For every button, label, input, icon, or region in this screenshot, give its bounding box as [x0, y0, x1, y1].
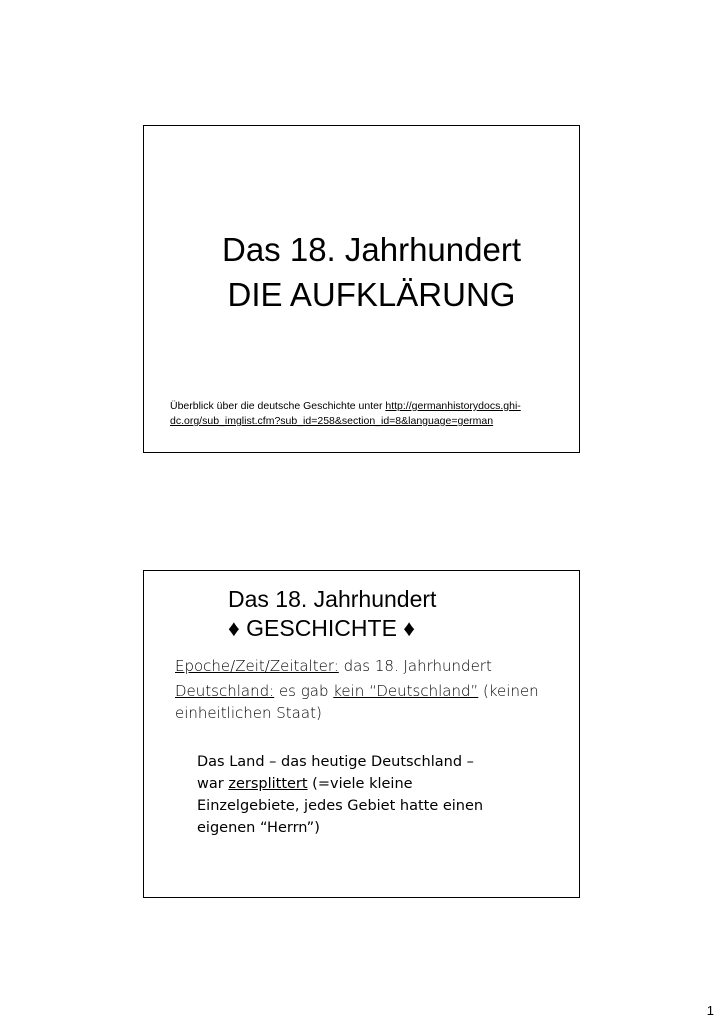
paragraph-line-2-post: (=viele kleine: [307, 776, 413, 792]
slide-1-title-line-2: DIE AUFKLÄRUNG: [227, 276, 516, 313]
deutschland-line-2: einheitlichen Staat): [175, 704, 322, 722]
overview-note: [170, 399, 570, 429]
overview-link-part-2: dc.org/sub_imglist.cfm?sub_id=258&section_id=8&language=german: [170, 415, 494, 427]
deutschland-line: [175, 682, 539, 700]
epoche-value: das 18. Jahrhundert: [338, 657, 492, 675]
slide-1-title-line-1: Das 18. Jahrhundert: [221, 231, 521, 268]
slide-2-title-line-1: Das 18. Jahrhundert: [228, 586, 437, 612]
slide-2-title-line-2: ♦ GESCHICHTE ♦: [228, 615, 416, 641]
zersplittert-word: zersplittert: [228, 776, 308, 792]
slide-2: [143, 570, 580, 898]
paragraph-line-2-pre: war: [197, 776, 229, 792]
deutschland-text-1: es gab: [274, 682, 334, 700]
deutschland-text-2: (keinen: [478, 682, 539, 700]
slide-1: [143, 125, 580, 453]
epoche-line: [175, 657, 492, 675]
epoche-label: Epoche/Zeit/Zeitalter:: [175, 657, 339, 675]
paragraph-line-2: [197, 776, 413, 792]
overview-link-part-1: http://germanhistorydocs.ghi-: [385, 400, 521, 412]
deutschland-label: Deutschland:: [175, 682, 275, 700]
paragraph-line-3: Einzelgebiete, jedes Gebiet hatte einen: [197, 798, 484, 814]
page-number: 1: [706, 1003, 714, 1018]
overview-text: Überblick über die deutsche Geschichte unter: [170, 400, 386, 412]
paragraph-line-4: eigenen “Herrn”): [197, 820, 320, 836]
deutschland-underlined: kein “Deutschland”: [333, 682, 479, 700]
paragraph-line-1: Das Land – das heutige Deutschland –: [197, 754, 474, 770]
